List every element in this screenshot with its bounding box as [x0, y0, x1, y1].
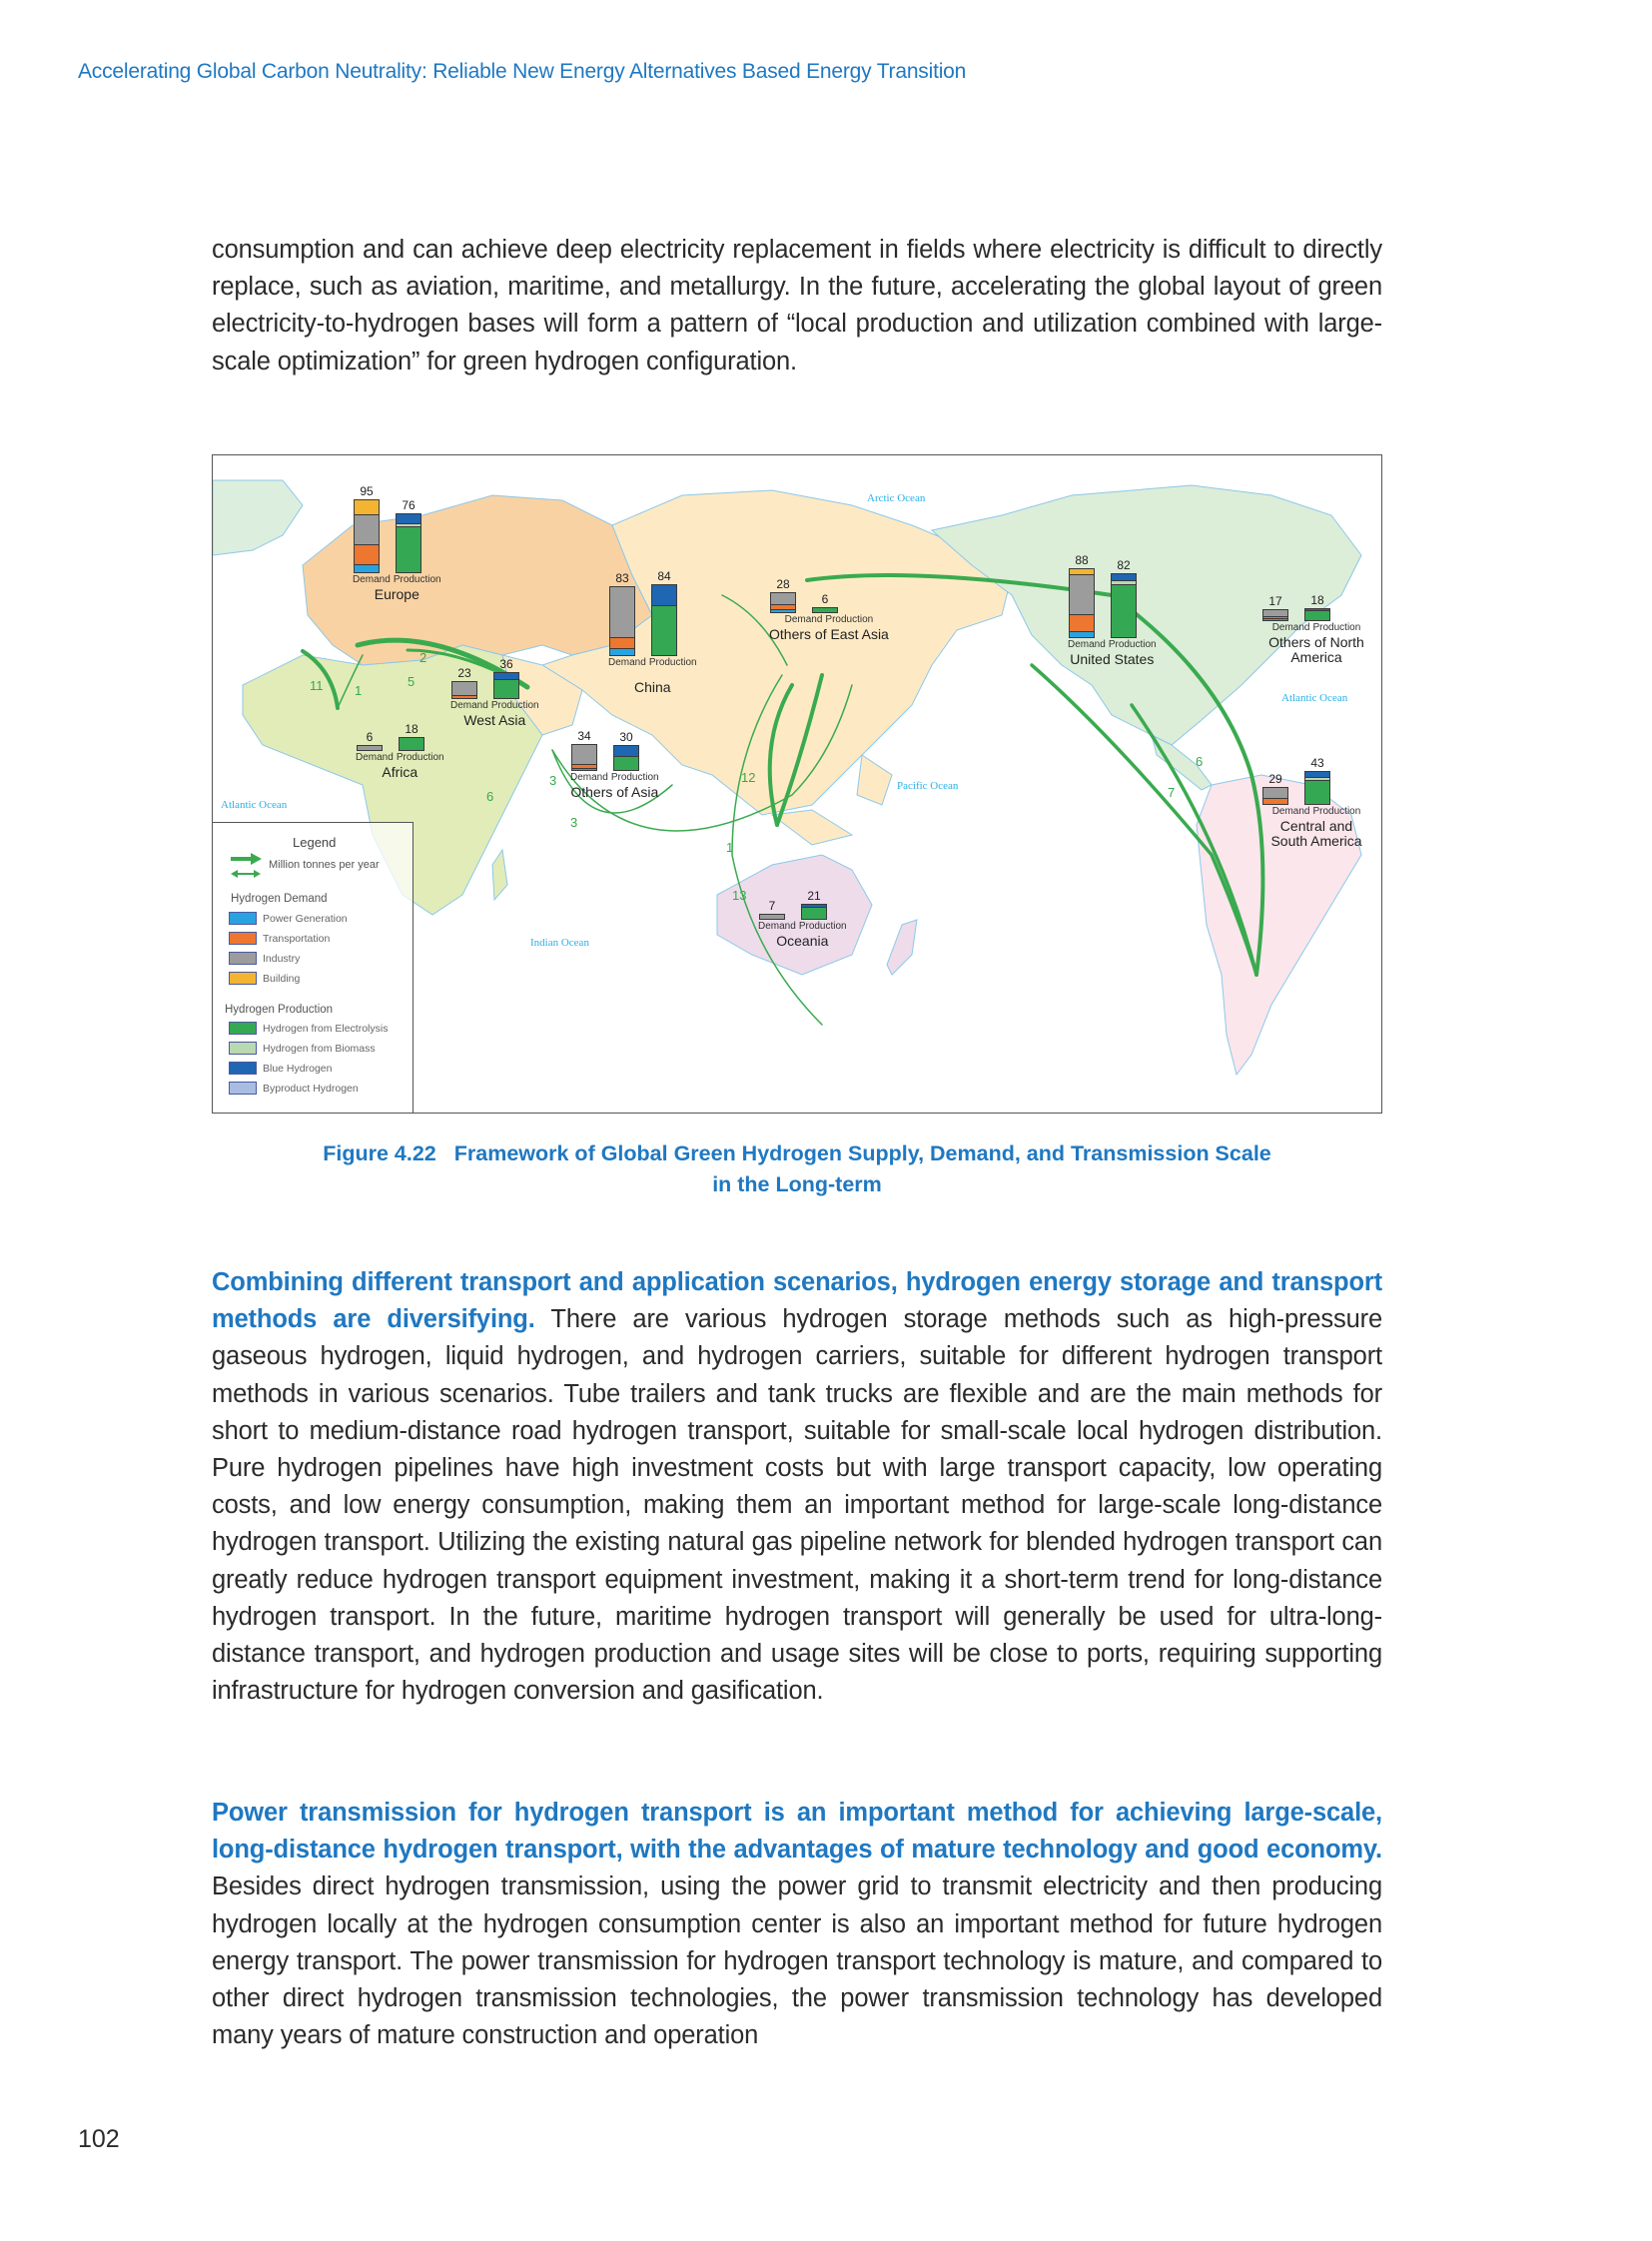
demand-value: 23: [457, 666, 471, 680]
figure-caption: [212, 1138, 1382, 1200]
legend-flow-label: Million tonnes per year: [269, 859, 380, 871]
flow-value: 1: [355, 683, 363, 698]
demand-label: Demand: [570, 772, 608, 783]
figure-title-line1: Framework of Global Green Hydrogen Supply, Demand, and Transmission Scale: [453, 1141, 1271, 1165]
flow-value: 12: [741, 770, 756, 785]
map-legend: [213, 822, 413, 1114]
production-label: Production: [798, 921, 847, 932]
region-name: Others of North America: [1268, 634, 1364, 665]
production-label: Production: [1312, 806, 1361, 817]
flow-value: 5: [408, 674, 415, 689]
production-value: 82: [1117, 558, 1131, 572]
atlantic-ocean-west-label: Atlantic Ocean: [221, 799, 288, 811]
region-china: [608, 570, 697, 695]
region-name: China: [634, 679, 671, 695]
production-value: 18: [405, 722, 418, 736]
production-bar: [1304, 608, 1330, 621]
demand-bar: [357, 745, 383, 751]
flow-value: 2: [419, 650, 427, 665]
demand-label: Demand: [758, 921, 796, 932]
hydrogen-map-figure: [212, 454, 1382, 1114]
production-label: Production: [393, 574, 441, 585]
demand-value: 95: [360, 484, 374, 498]
production-value: 36: [499, 657, 513, 671]
region-west-asia: [450, 658, 539, 728]
region-others-of-east-asia: [769, 578, 889, 642]
paragraph-body: Besides direct hydrogen transmission, using the power grid to transmit electricity and then producing hydrogen locally at the hydrogen consumption center is also an important method for future hydrogen energy transport. The power transmission for hydrogen transport technology is mature, and compared to other direct hydrogen transmission technologies, the power transmission technology has developed many years of mature construction and operation: [212, 1872, 1382, 2050]
demand-label: Demand: [1068, 639, 1106, 650]
legend-item-power-generation: Power Generation: [229, 912, 348, 925]
legend-title: Legend: [293, 835, 337, 850]
legend-item-transportation: Transportation: [229, 932, 330, 945]
production-label: Production: [610, 772, 659, 783]
region-name: Europe: [374, 586, 419, 602]
legend-item-byproduct-hydrogen: Byproduct Hydrogen: [229, 1082, 359, 1095]
region-name: West Asia: [463, 712, 526, 728]
flow-value: 7: [1168, 785, 1176, 800]
flow-value: 3: [570, 815, 578, 830]
indian-ocean-label: Indian Ocean: [530, 937, 589, 949]
figure-title-line2: in the Long-term: [712, 1172, 882, 1196]
legend-item-electrolysis: Hydrogen from Electrolysis: [229, 1022, 388, 1035]
paragraph-body: There are various hydrogen storage methods such as high-pressure gaseous hydrogen, liquid hydrogen, and hydrogen carriers, suitable for different hydrogen transport methods in various scenarios. Tube trailers and tank trucks are flexible and are the main methods for short to medium-distance road hydrogen transport, suitable for small-scale local hydrogen distribution. Pure hydrogen pipelines have high investment costs but with large transport capacity, low operating costs, and low energy consumption, making them an important method for large-scale long-distance hydrogen transport. Utilizing the existing natural gas pipeline network for blended hydrogen transport can greatly reduce hydrogen transport equipment investment, making it a short-term trend for long-distance hydrogen transport. In the future, maritime hydrogen transport will generally be used for ultra-long-distance transport, and hydrogen production and usage sites will be close to ports, requiring supporting infrastructure for hydrogen conversion and gasification.: [212, 1305, 1382, 1706]
production-bar: [801, 904, 827, 920]
region-united-states: [1068, 554, 1157, 667]
production-label: Production: [825, 614, 874, 625]
paragraph-lead: Power transmission for hydrogen transport is an important method for achieving large-scale, long-distance hydrogen transport, with the advantages of mature technology and good economy.: [212, 1799, 1382, 1865]
production-bar: [1304, 771, 1330, 805]
atlantic-ocean-east-label: Atlantic Ocean: [1281, 692, 1348, 704]
figure-number: Figure 4.22: [323, 1141, 436, 1165]
production-bar: [1111, 573, 1137, 638]
region-name: Central and South America: [1270, 818, 1362, 849]
production-bar: [613, 745, 639, 771]
running-header: Accelerating Global Carbon Neutrality: Reliable New Energy Alternatives Based Energy Transition: [78, 60, 967, 83]
flow-value: 6: [486, 789, 494, 804]
region-others-of-north-america: [1261, 594, 1371, 665]
legend-item-biomass: Hydrogen from Biomass: [229, 1042, 376, 1055]
production-label: Production: [490, 700, 539, 711]
legend-production-group: Hydrogen Production: [225, 1004, 334, 1016]
production-value: 43: [1310, 756, 1324, 770]
production-bar: [651, 584, 677, 656]
demand-value: 29: [1268, 772, 1282, 786]
legend-item-blue-hydrogen: Blue Hydrogen: [229, 1062, 332, 1075]
demand-bar: [571, 744, 597, 771]
pacific-ocean-label: Pacific Ocean: [897, 780, 959, 792]
demand-label: Demand: [608, 657, 646, 668]
demand-bar: [354, 499, 380, 573]
demand-bar: [770, 592, 796, 613]
demand-label: Demand: [1271, 622, 1310, 633]
paragraph-transport-methods: [212, 1264, 1382, 1710]
flow-value: 11: [310, 678, 324, 693]
legend-item-building: Building: [229, 972, 300, 985]
region-name: Others of East Asia: [769, 626, 889, 642]
demand-value: 28: [776, 577, 790, 591]
production-bar: [399, 737, 424, 751]
production-label: Production: [648, 657, 697, 668]
legend-item-industry: Industry: [229, 952, 300, 965]
demand-value: 88: [1075, 553, 1089, 567]
region-name: Africa: [382, 764, 418, 780]
region-name: Others of Asia: [570, 784, 659, 800]
flow-arrow-icon: [229, 851, 265, 881]
demand-bar: [451, 681, 477, 699]
production-bar: [396, 513, 421, 573]
flow-value: 13: [732, 888, 747, 903]
production-value: 18: [1310, 593, 1324, 607]
production-value: 84: [657, 569, 671, 583]
demand-label: Demand: [1271, 806, 1310, 817]
demand-value: 7: [768, 899, 776, 913]
production-value: 6: [821, 592, 829, 606]
production-bar: [812, 607, 838, 613]
production-value: 76: [402, 498, 415, 512]
production-label: Production: [1108, 639, 1157, 650]
demand-value: 6: [366, 730, 374, 744]
legend-demand-group: Hydrogen Demand: [231, 893, 328, 905]
region-africa: [356, 723, 444, 780]
region-oceania: [758, 890, 847, 949]
flow-value: 6: [1196, 754, 1204, 769]
flow-value: 3: [549, 773, 557, 788]
demand-label: Demand: [353, 574, 391, 585]
paragraph-power-transmission: [212, 1795, 1382, 2054]
arctic-ocean-label: Arctic Ocean: [867, 492, 926, 504]
region-central-south-america: [1261, 757, 1371, 849]
paragraph-lead: Combining different transport and application scenarios, hydrogen energy storage and transport methods are diversifying.: [212, 1268, 1382, 1334]
region-europe: [353, 485, 441, 602]
paragraph-intro: consumption and can achieve deep electricity replacement in fields where electricity is difficult to directly replace, such as aviation, maritime, and metallurgy. In the future, accelerating the global layout of green electricity-to-hydrogen bases will form a pattern of “local production and utilization combined with large-scale optimization” for green hydrogen configuration.: [212, 236, 1382, 375]
demand-bar: [1069, 568, 1095, 638]
region-name: United States: [1070, 651, 1155, 667]
region-name: Oceania: [776, 933, 829, 949]
demand-value: 83: [615, 571, 629, 585]
region-others-of-asia: [570, 730, 659, 800]
production-value: 21: [807, 889, 821, 903]
demand-bar: [1262, 787, 1288, 805]
production-value: 30: [619, 730, 633, 744]
demand-label: Demand: [356, 752, 394, 763]
demand-label: Demand: [784, 614, 823, 625]
demand-value: 17: [1268, 594, 1282, 608]
demand-bar: [759, 914, 785, 920]
flow-value: 1: [726, 840, 734, 855]
demand-value: 34: [577, 729, 591, 743]
production-label: Production: [396, 752, 444, 763]
demand-label: Demand: [450, 700, 488, 711]
demand-bar: [1262, 609, 1288, 621]
demand-bar: [609, 586, 635, 656]
production-label: Production: [1312, 622, 1361, 633]
production-bar: [493, 672, 519, 699]
page-number: 102: [78, 2125, 120, 2153]
